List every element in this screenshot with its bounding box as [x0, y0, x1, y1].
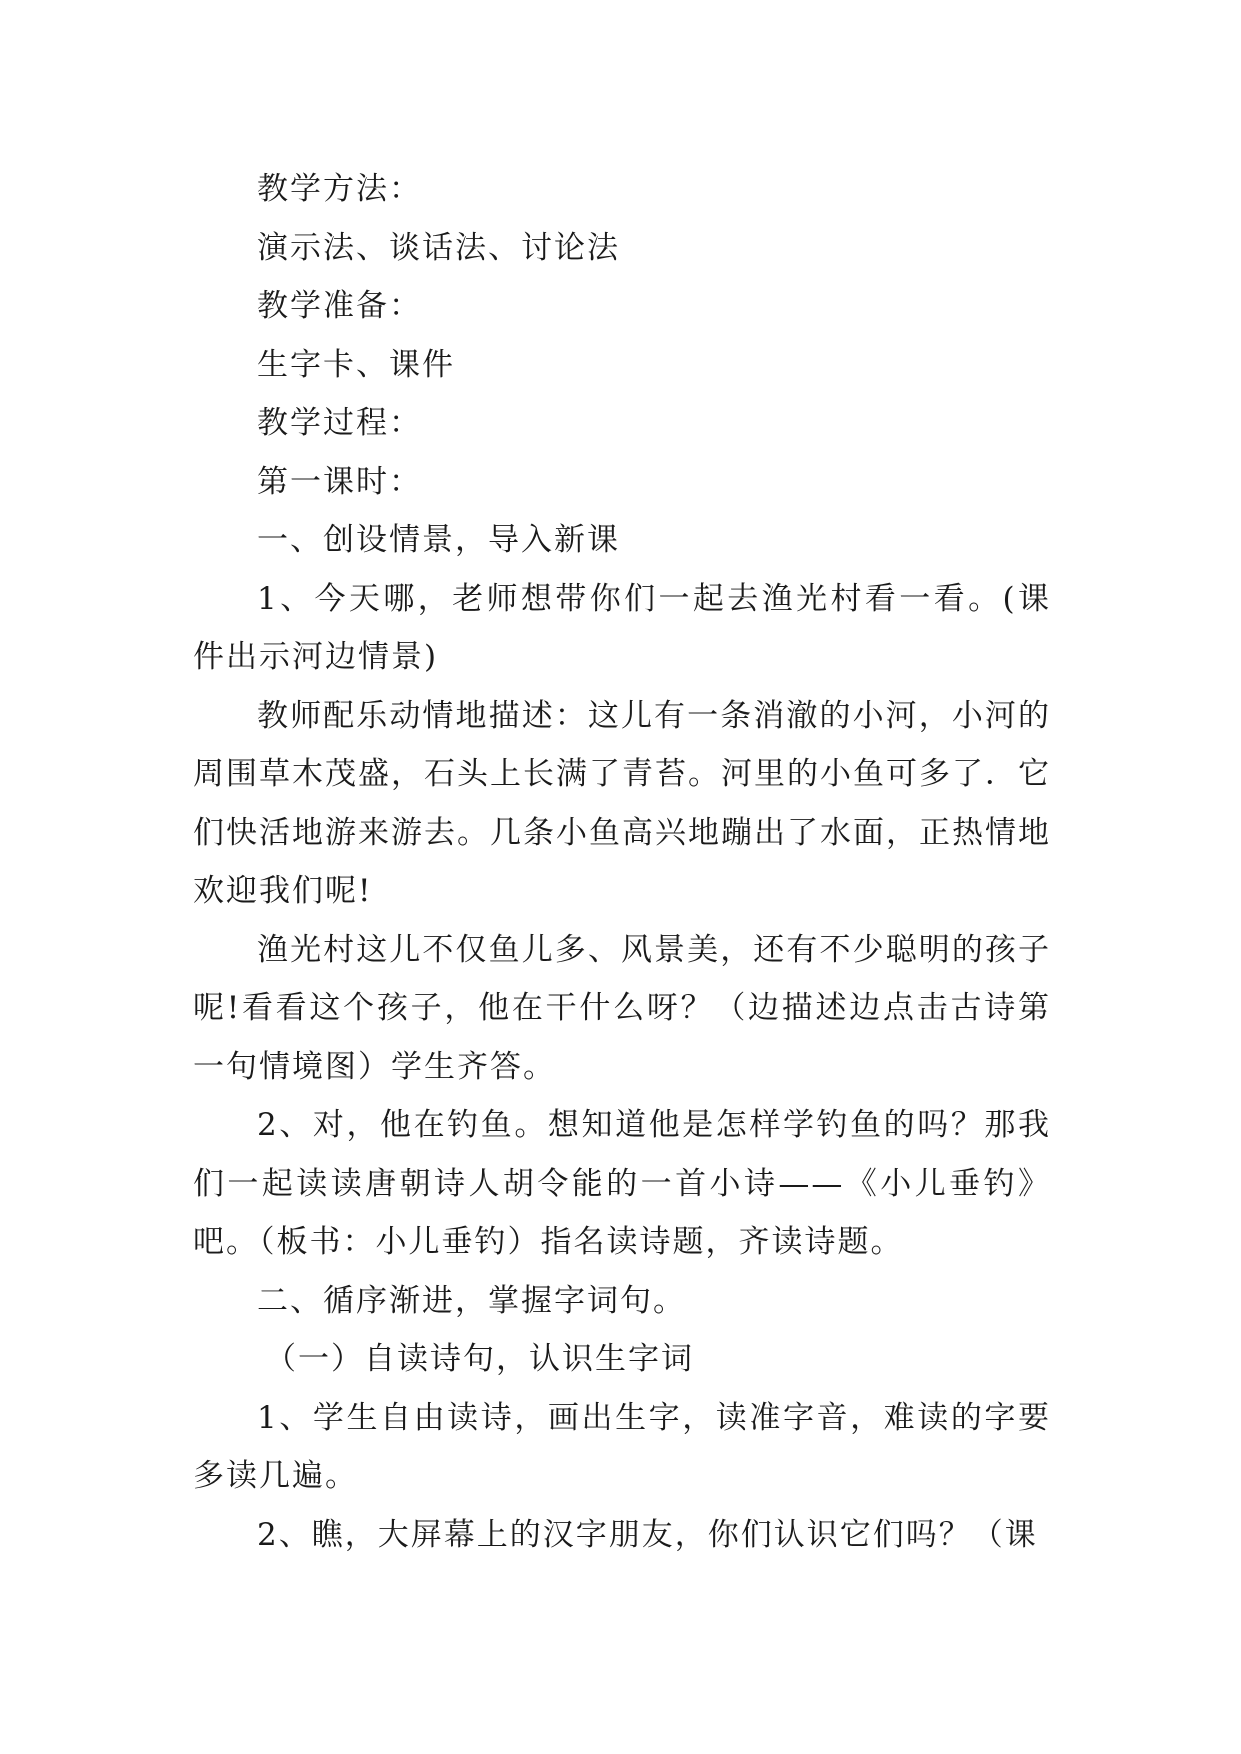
paragraph-teaching-method: 演示法、谈话法、讨论法	[257, 229, 620, 266]
heading-teaching-method: 教学方法：	[257, 171, 422, 207]
paragraph: 教师配乐动情地描述：这儿有一条消澈的小河，小河的周围草木茂盛，石头上长满了青苔。河里的小鱼可多了．它们快活地游来游去。几条小鱼高兴地蹦出了水面，正热情地欢迎我们呢!	[193, 697, 1051, 909]
paragraph: 2、对，他在钓鱼。想知道他是怎样学钓鱼的吗？那我们一起读读唐朝诗人胡令能的一首小诗——《小儿垂钓》吧。（板书：小儿垂钓）指名读诗题，齐读诗题。	[193, 1107, 1051, 1260]
heading-teaching-preparation: 教学准备：	[257, 288, 422, 324]
paragraph-teaching-preparation: 生字卡、课件	[257, 346, 455, 383]
paragraph: 1、今天哪，老师想带你们一起去渔光村看一看。(课件出示河边情景)	[193, 580, 1051, 675]
paragraph: 1、学生自由读诗，画出生字，读准字音，难读的字要多读几遍。	[193, 1399, 1051, 1494]
paragraph: 渔光村这儿不仅鱼儿多、风景美，还有不少聪明的孩子呢!看看这个孩子，他在干什么呀？（边描述边点击古诗第一句情境图）学生齐答。	[193, 931, 1051, 1085]
heading-teaching-process: 教学过程：	[257, 405, 422, 441]
section-heading-1: 一、创设情景，导入新课	[257, 522, 620, 558]
section-heading-2: 二、循序渐进，掌握字词句。	[257, 1282, 686, 1319]
document-body	[193, 160, 1051, 1564]
subsection-heading: （一）自读诗句，认识生字词	[265, 1341, 694, 1377]
heading-first-lesson: 第一课时：	[257, 463, 422, 500]
paragraph: 2、瞧，大屏幕上的汉字朋友，你们认识它们吗？（课	[257, 1516, 1038, 1553]
